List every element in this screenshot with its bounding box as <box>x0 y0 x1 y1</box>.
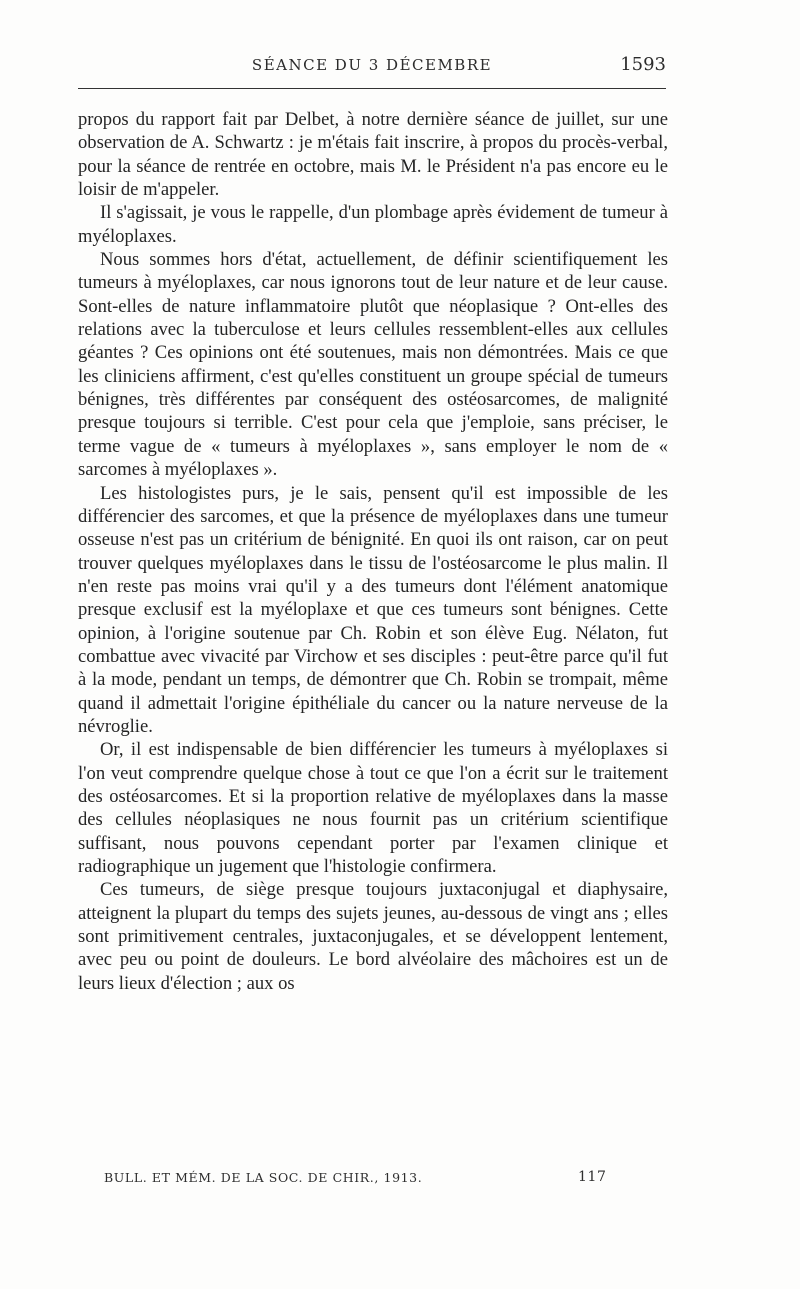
running-title: SÉANCE DU 3 DÉCEMBRE <box>251 56 493 74</box>
running-head <box>78 56 666 82</box>
paragraph: Ces tumeurs, de siège presque toujours juxtaconjugal et diaphysaire, atteignent la plupart du temps des sujets jeunes, au-dessous de vingt ans ; elles sont primitivement centrales, juxtaconjugales, et se développent lentement, avec peu ou point de douleurs. Le bord alvéolaire des mâchoires est un de leurs lieux d'élection ; aux os <box>78 879 668 994</box>
paragraph: Or, il est indispensable de bien différencier les tumeurs à myéloplaxes si l'on veut comprendre quelque chose à tout ce que l'on a écrit sur le traitement des ostéosarcomes. Et si la proportion relative de myéloplaxes dans la masse des cellules néoplasiques ne nous fournit pas un critérium scientifique suffisant, nous pouvons cependant porter par l'examen clinique et radiographique un jugement que l'histologie confirmera. <box>78 739 668 877</box>
page-footer <box>104 1169 607 1192</box>
paragraph: Il s'agissait, je vous le rappelle, d'un plombage après évidement de tumeur à myéloplaxes. <box>78 202 668 247</box>
page-number: 1593 <box>620 54 666 75</box>
paragraph: Les histologistes purs, je le sais, pensent qu'il est impossible de les différencier des sarcomes, et que la présence de myéloplaxes dans une tumeur osseuse n'est pas un critérium de bénignité. En quoi ils ont raison, car on peut trouver quelques myéloplaxes dans le tissu de l'ostéosarcome le plus malin. Il n'en reste pas moins vrai qu'il y a des tumeurs dont l'élément anatomique presque exclusif est la myéloplaxe et que ces tumeurs sont bénignes. Cette opinion, à l'origine soutenue par Ch. Robin et son élève Eug. Nélaton, fut combattue avec vivacité par Virchow et ses disciples : peut-être parce qu'il fut à la mode, pendant un temps, de démontrer que Ch. Robin se trompait, même quand il admettait l'origine épithéliale du cancer ou la nature nerveuse de la névroglie. <box>78 482 668 737</box>
journal-citation: BULL. ET MÉM. DE LA SOC. DE CHIR., 1913. <box>104 1170 423 1185</box>
paragraph: propos du rapport fait par Delbet, à notre dernière séance de juillet, sur une observation de A. Schwartz : je m'étais fait inscrire, à propos du procès-verbal, pour la séance de rentrée en octobre, mais M. le Président n'a pas encore eu le loisir de m'appeler. <box>78 109 668 201</box>
header-rule <box>78 88 666 89</box>
paragraph: Nous sommes hors d'état, actuellement, de définir scientifiquement les tumeurs à myéloplaxes, car nous ignorons tout de leur nature et de leur cause. Sont-elles de nature inflammatoire plutôt que néoplasique ? Ont-elles des relations avec la tuberculose et leurs cellules ressemblent-elles aux cellules géantes ? Ces opinions ont été soutenues, mais non démontrées. Mais ce que les cliniciens affirment, c'est qu'elles constituent un groupe spécial de tumeurs bénignes, très différentes par conséquent des ostéosarcomes, de malignité presque toujours si terrible. C'est pour cela que j'emploie, sans préciser, le terme vague de « tumeurs à myéloplaxes », sans employer le nom de « sarcomes à myéloplaxes ». <box>78 249 668 481</box>
body-text <box>78 108 668 995</box>
signature-mark: 117 <box>578 1169 607 1185</box>
